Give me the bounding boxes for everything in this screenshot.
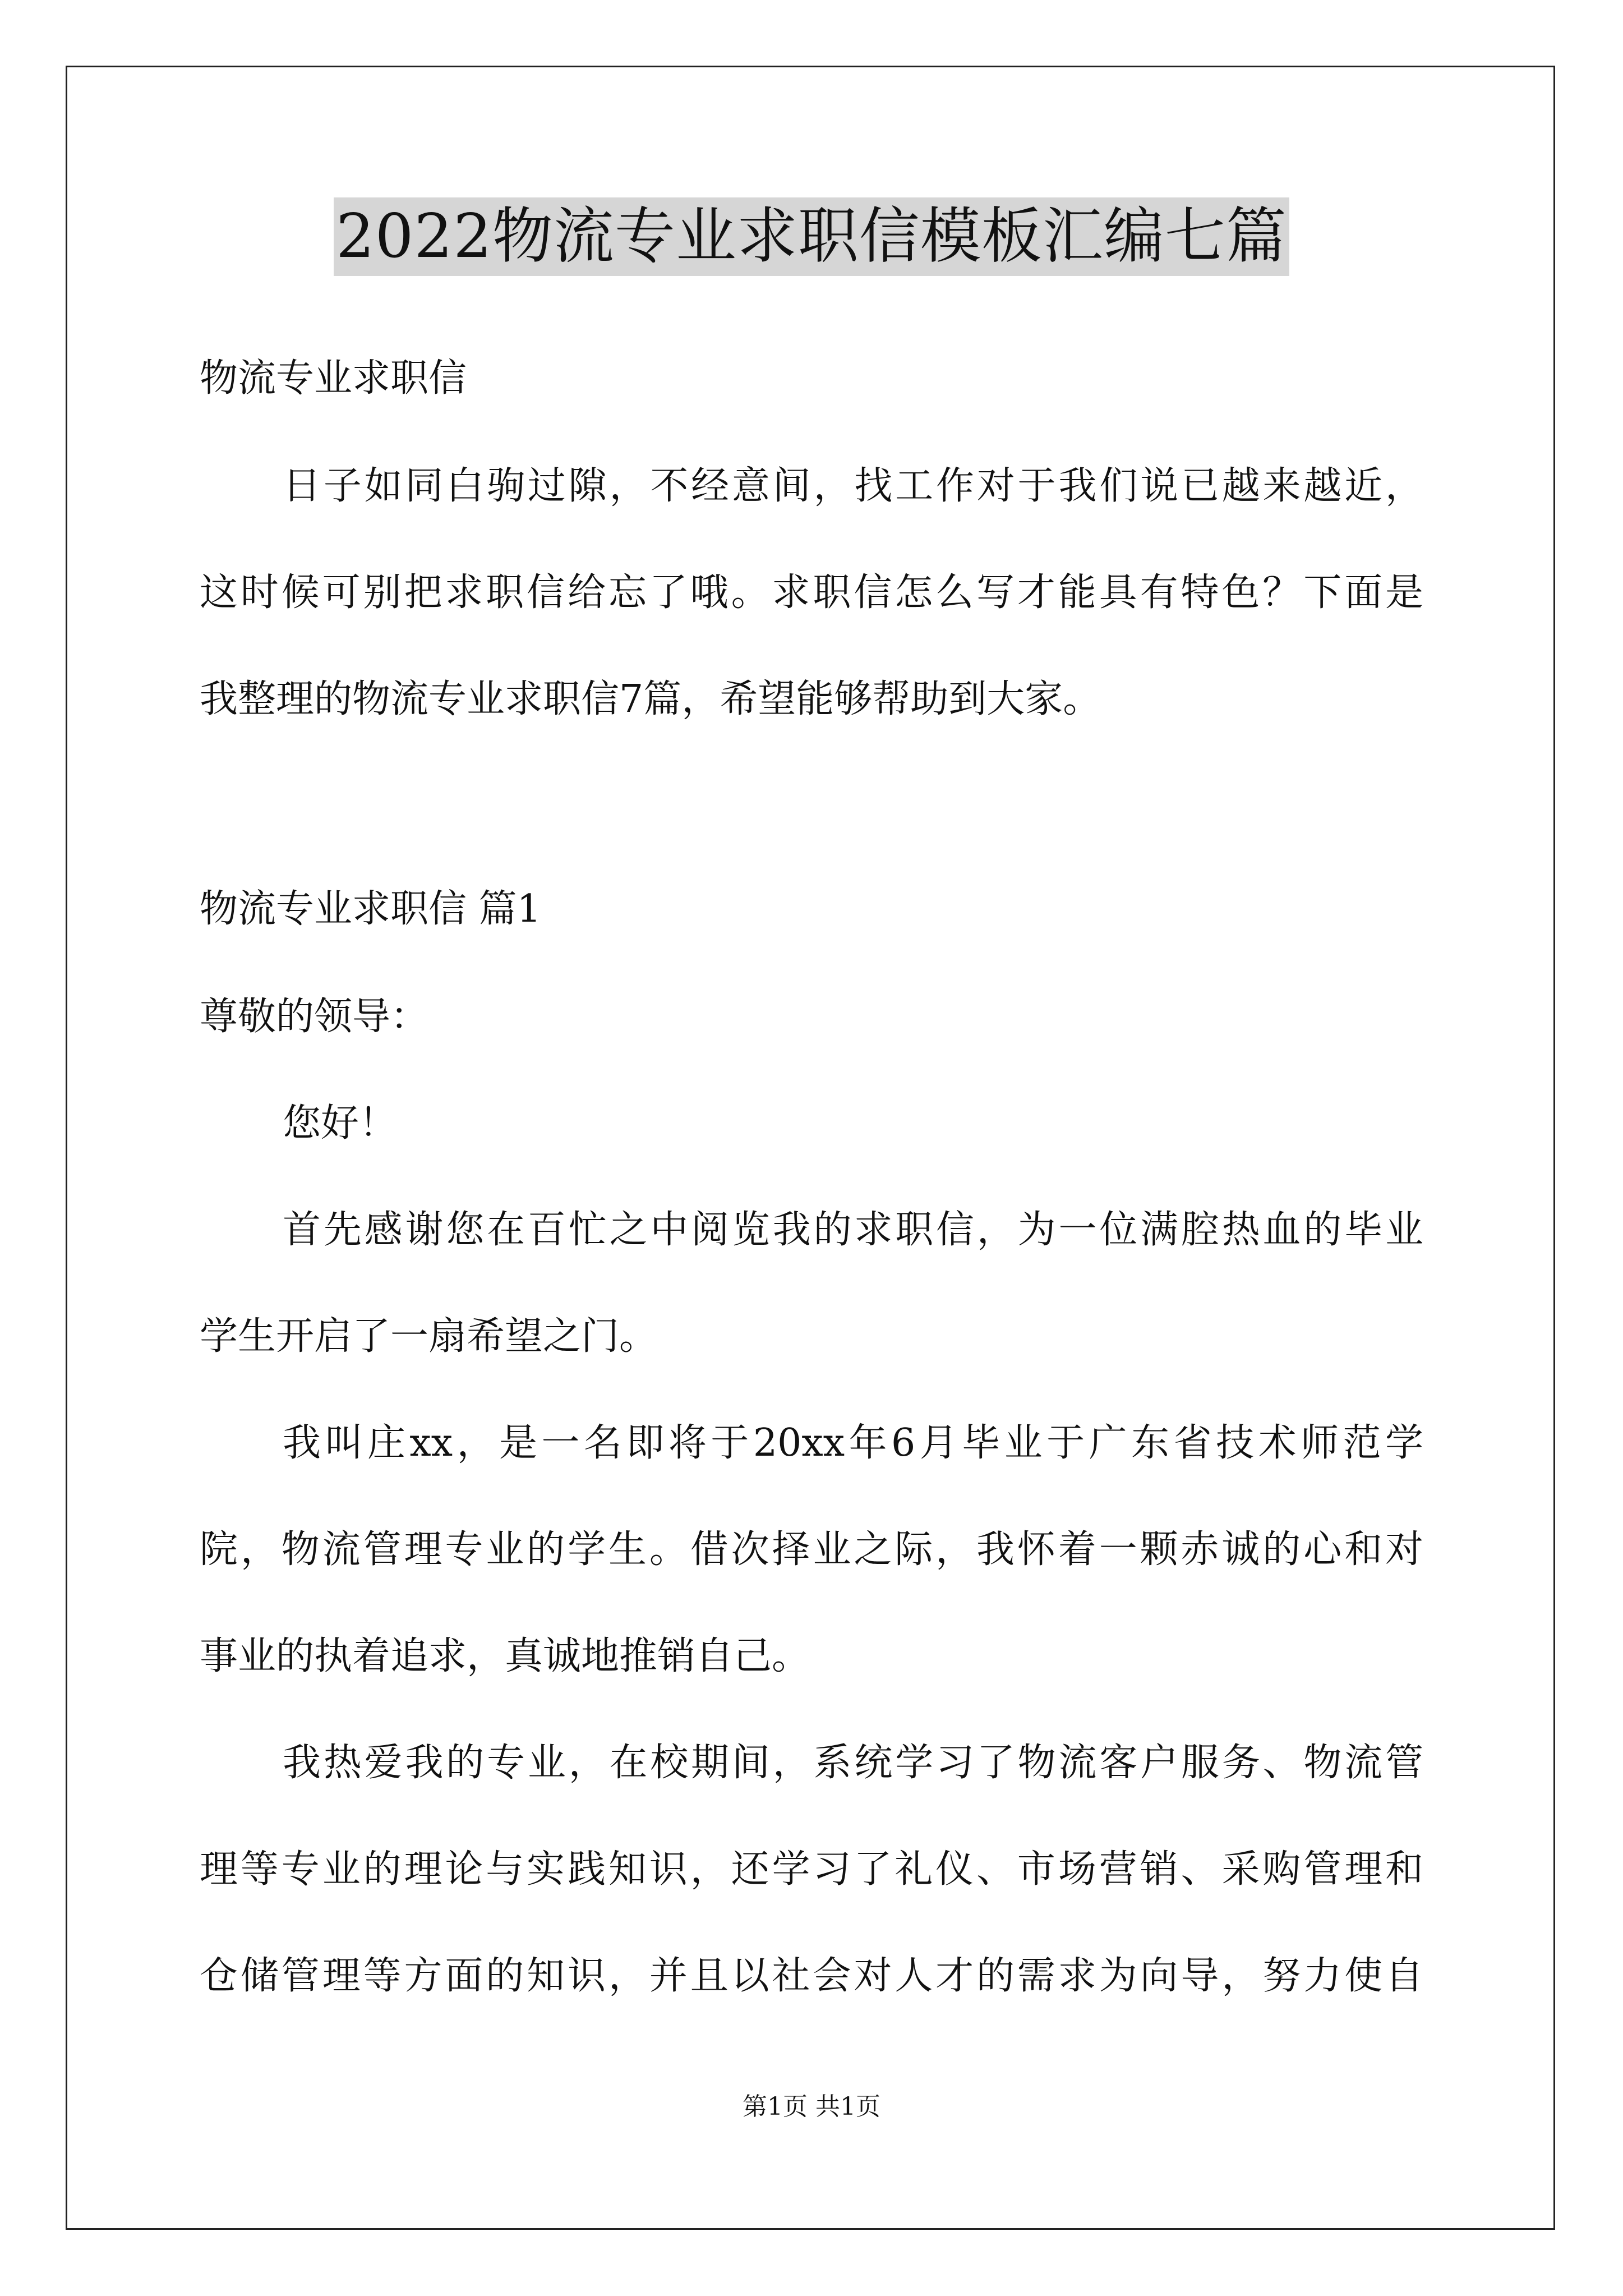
paragraph-line: 学生开启了一扇希望之门。 <box>200 1314 658 1359</box>
paragraph-line: 日子如同白驹过隙，不经意间，找工作对于我们说已越来越近， <box>283 464 1423 508</box>
paragraph-line: 首先感谢您在百忙之中阅览我的求职信，为一位满腔热血的毕业 <box>283 1208 1423 1252</box>
paragraph-line: 我整理的物流专业求职信7篇，希望能够帮助到大家。 <box>200 677 1101 721</box>
greeting: 您好！ <box>283 1101 398 1145</box>
paragraph-line: 仓储管理等方面的知识，并且以社会对人才的需求为向导，努力使自 <box>200 1954 1423 1998</box>
paragraph-line: 理等专业的理论与实践知识，还学习了礼仪、市场营销、采购管理和 <box>200 1847 1423 1892</box>
paragraph-line: 我叫庄xx，是一名即将于20xx年6月毕业于广东省技术师范学 <box>283 1421 1423 1465</box>
document-title: 2022物流专业求职信模板汇编七篇 <box>334 197 1289 276</box>
page-footer: 第1页 共1页 <box>743 2092 880 2121</box>
section-heading: 物流专业求职信 <box>200 356 467 401</box>
section-heading: 物流专业求职信 篇1 <box>200 887 541 931</box>
paragraph-line: 事业的执着追求，真诚地推销自己。 <box>200 1634 810 1678</box>
title-container <box>0 197 1623 276</box>
paragraph-line: 我热爱我的专业，在校期间，系统学习了物流客户服务、物流管 <box>283 1741 1423 1785</box>
salutation: 尊敬的领导： <box>200 995 429 1039</box>
paragraph-line: 这时候可别把求职信给忘了哦。求职信怎么写才能具有特色？下面是 <box>200 570 1423 615</box>
paragraph-line: 院，物流管理专业的学生。借次择业之际，我怀着一颗赤诚的心和对 <box>200 1527 1423 1572</box>
